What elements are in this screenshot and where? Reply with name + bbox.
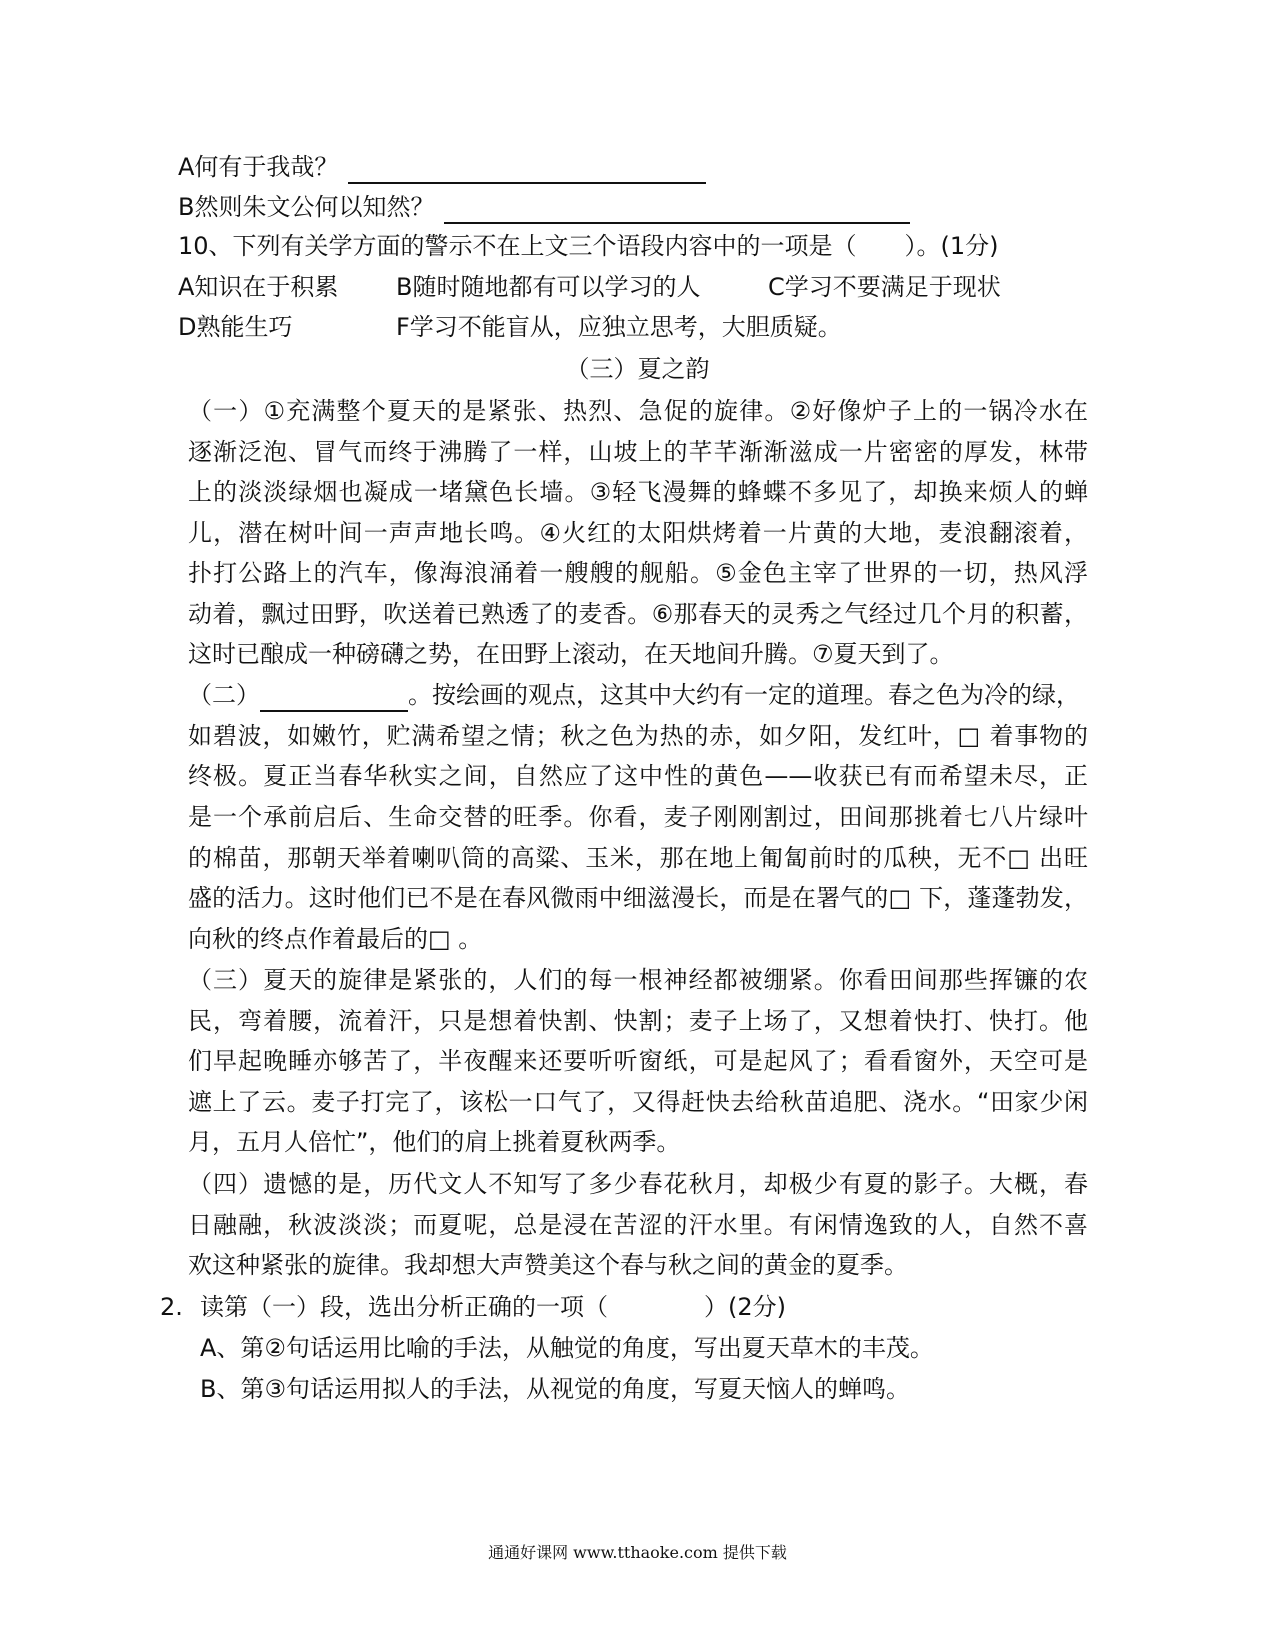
paragraph-3-line: 民，弯着腰，流着汗，只是想着快割、快割；麦子上场了，又想着快打、快打。他 [188,1007,1088,1035]
paragraph-2-line: 终极。夏正当春华秋实之间，自然应了这中性的黄色——收获已有而希望未尽，正 [188,762,1088,790]
paragraph-2-line: 是一个承前启后、生命交替的旺季。你看，麦子刚刚割过，田间那挑着七八片绿叶 [188,803,1088,831]
page-footer: 通通好课网 www.tthaoke.com 提供下载 [488,1543,787,1562]
paragraph-3-line: 们早起晚睡亦够苦了，半夜醒来还要听听窗纸，可是起风了；看看窗外，天空可是 [188,1047,1088,1075]
paragraph-2-line: 向秋的终点作着最后的□ 。 [188,925,483,953]
paragraph-3-line: 月，五月人倍忙”，他们的肩上挑着夏秋两季。 [188,1128,681,1156]
paragraph-2-fill-blank[interactable] [260,684,408,712]
paragraph-2-first-suffix: 。按绘画的观点，这其中大约有一定的道理。春之色为冷的绿， [408,681,1080,709]
paragraph-4-line: （四）遗憾的是，历代文人不知写了多少春花秋月，却极少有夏的影子。大概，春 [188,1170,1088,1198]
q2-option-a: A、第②句话运用比喻的手法，从触觉的角度，写出夏天草木的丰茂。 [200,1334,934,1362]
q9-line-a [178,150,706,184]
q9-line-b [178,190,910,224]
q2-option-b: B、第③句话运用拟人的手法，从视觉的角度，写夏天恼人的蝉鸣。 [200,1375,910,1403]
q10-option-c: C学习不要满足于现状 [768,273,1001,301]
paragraph-1-line: 上的淡淡绿烟也凝成一堵黛色长墙。③轻飞漫舞的蜂蝶不多见了，却换来烦人的蝉 [188,478,1088,506]
paragraph-2-line: 的棉苗，那朝天举着喇叭筒的高粱、玉米，那在地上匍匐前时的瓜秧，无不□ 出旺 [188,844,1088,872]
paragraph-1-line: （一）①充满整个夏天的是紧张、热烈、急促的旋律。②好像炉子上的一锅冷水在 [188,397,1088,425]
paragraph-1-line: 动着，飘过田野，吹送着已熟透了的麦香。⑥那春天的灵秀之气经过几个月的积蓄， [188,600,1088,628]
paragraph-3-line: （三）夏天的旋律是紧张的，人们的每一根神经都被绷紧。你看田间那些挥镰的农 [188,966,1088,994]
q9-b-label: B然则朱文公何以知然？ [178,193,435,221]
paragraph-1-line: 儿，潜在树叶间一声声地长鸣。④火红的太阳烘烤着一片黄的大地，麦浪翻滚着， [188,519,1088,547]
paragraph-4-line: 日融融，秋波淡淡；而夏呢，总是浸在苦涩的汗水里。有闲情逸致的人，自然不喜 [188,1211,1088,1239]
q9-a-answer-blank[interactable] [348,156,706,184]
q9-a-label: A何有于我哉？ [178,153,339,181]
q10-stem: 10、下列有关学方面的警示不在上文三个语段内容中的一项是（ ）。(1分) [178,232,999,260]
paragraph-3-line: 遮上了云。麦子打完了，该松一口气了，又得赶快去给秋苗追肥、浇水。“田家少闲 [188,1088,1088,1116]
section-title: （三）夏之韵 [565,355,710,383]
paragraph-2-line: 盛的活力。这时他们已不是在春风微雨中细滋漫长，而是在署气的□ 下，蓬蓬勃发， [188,884,1088,912]
q9-b-answer-blank[interactable] [444,196,910,224]
q10-option-a: A知识在于积累 [178,273,339,301]
q10-option-f: F学习不能盲从，应独立思考，大胆质疑。 [396,313,842,341]
paragraph-4-line: 欢这种紧张的旋律。我却想大声赞美这个春与秋之间的黄金的夏季。 [188,1251,908,1279]
paragraph-2-prefix: （二） [188,681,260,709]
q10-option-b: B随时随地都有可以学习的人 [396,273,701,301]
paragraph-1-line: 扑打公路上的汽车，像海浪涌着一艘艘的舰船。⑤金色主宰了世界的一切，热风浮 [188,559,1088,587]
q10-options-row-1 [178,270,1078,304]
paragraph-2-line: 如碧波，如嫩竹，贮满希望之情；秋之色为热的赤，如夕阳，发红叶，□ 着事物的 [188,722,1088,750]
q10-option-d: D熟能生巧 [178,313,293,341]
q2-number: 2. [160,1293,183,1321]
q10-options-row-2 [178,310,1078,344]
q2-stem: 读第（一）段，选出分析正确的一项（ ）(2分) [200,1293,786,1321]
paragraph-1-line: 逐渐泛泡、冒气而终于沸腾了一样，山坡上的芊芊渐渐滋成一片密密的厚发，林带 [188,438,1088,466]
paragraph-1-line: 这时已酿成一种磅礴之势，在田野上滚动，在天地间升腾。⑦夏天到了。 [188,640,954,668]
paragraph-2-first-line [188,678,1088,712]
